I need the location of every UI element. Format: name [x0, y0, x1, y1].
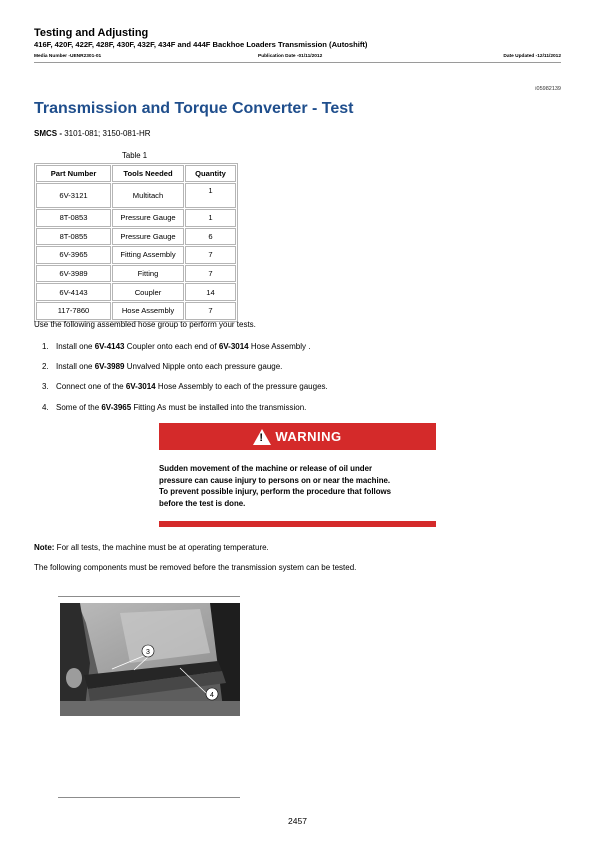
header-divider — [34, 62, 561, 63]
cell-tool: Multitach — [112, 183, 184, 208]
page-number: 2457 — [288, 816, 307, 826]
note-paragraph — [34, 543, 269, 552]
warning-bottom-bar — [159, 521, 436, 527]
step-number: 2. — [42, 362, 49, 371]
components-paragraph: The following components must be removed before the transmission system can be tested. — [34, 563, 357, 572]
part-number: 6V-3989 — [94, 362, 125, 371]
cell-tool: Fitting — [112, 265, 184, 283]
cell-part-number: 8T-0855 — [36, 228, 111, 246]
step-text: Unvalved Nipple onto each pressure gauge. — [124, 362, 283, 371]
part-number: 6V-3965 — [101, 403, 132, 412]
callout-3-label: 3 — [146, 649, 150, 656]
publication-date: Publication Date -01/11/2012 — [258, 54, 323, 59]
cell-quantity: 7 — [185, 265, 236, 283]
list-item — [42, 382, 328, 391]
warning-line: pressure can cause injury to persons on or near the machine. — [159, 475, 391, 485]
table-caption: Table 1 — [122, 151, 148, 160]
note-label: Note: — [34, 543, 55, 552]
table-row — [36, 209, 236, 227]
cell-part-number: 8T-0853 — [36, 209, 111, 227]
cell-tool: Fitting Assembly — [112, 246, 184, 264]
cell-part-number: 6V-4143 — [36, 283, 111, 301]
step-number: 1. — [42, 342, 49, 351]
step-text: Some of the — [56, 403, 102, 412]
step-number: 4. — [42, 403, 49, 412]
part-number: 6V-3014 — [218, 342, 249, 351]
cell-quantity: 7 — [185, 302, 236, 320]
smcs-codes: 3101-081; 3150-081-HR — [64, 129, 151, 138]
table-row — [36, 302, 236, 320]
document-header-title: Testing and Adjusting — [34, 27, 149, 39]
smcs-label: SMCS - — [34, 129, 62, 138]
document-id: i05982139 — [535, 86, 561, 92]
cell-quantity: 6 — [185, 228, 236, 246]
figure-top-rule — [58, 596, 240, 597]
list-item — [42, 362, 282, 371]
step-text: Install one — [56, 362, 95, 371]
warning-title: WARNING — [275, 429, 342, 444]
intro-paragraph: Use the following assembled hose group to perform your tests. — [34, 320, 256, 329]
cell-part-number: 6V-3121 — [36, 183, 111, 208]
step-text: Fitting As must be installed into the transmission. — [131, 403, 307, 412]
callout-4-label: 4 — [210, 692, 214, 699]
cell-part-number: 117-7860 — [36, 302, 111, 320]
list-item — [42, 403, 306, 412]
step-text: Hose Assembly . — [248, 342, 311, 351]
machine-photo — [60, 603, 240, 716]
step-text: Connect one of the — [56, 382, 126, 391]
step-text: Install one — [56, 342, 95, 351]
figure-bottom-rule — [58, 797, 240, 798]
warning-banner — [159, 423, 436, 450]
table-row — [36, 183, 236, 208]
table-header-row — [36, 165, 236, 182]
step-number: 3. — [42, 382, 49, 391]
warning-line: Sudden movement of the machine or release of oil under — [159, 464, 373, 473]
header-part-number: Part Number — [36, 165, 111, 182]
smcs-line — [34, 129, 151, 138]
document-header-subtitle: 416F, 420F, 422F, 428F, 430F, 432F, 434F and 444F Backhoe Loaders Transmission (Autoshift) — [34, 40, 368, 49]
media-number: Media Number -UENR2301-01 — [34, 54, 102, 59]
header-tools-needed: Tools Needed — [112, 165, 184, 182]
step-text: Hose Assembly to each of the pressure gauges. — [155, 382, 328, 391]
cell-tool: Pressure Gauge — [112, 228, 184, 246]
step-text: Coupler onto each end of — [124, 342, 219, 351]
header-quantity: Quantity — [185, 165, 236, 182]
warning-line: before the test is done. — [159, 498, 246, 508]
cell-tool: Coupler — [112, 283, 184, 301]
cell-tool: Pressure Gauge — [112, 209, 184, 227]
cell-quantity: 14 — [185, 283, 236, 301]
table-row — [36, 283, 236, 301]
cell-quantity: 1 — [185, 209, 236, 227]
list-item — [42, 342, 310, 351]
cell-tool: Hose Assembly — [112, 302, 184, 320]
table-row — [36, 246, 236, 264]
tools-table — [34, 163, 238, 322]
table-row — [36, 228, 236, 246]
warning-line: To prevent possible injury, perform the procedure that follows — [159, 487, 392, 497]
page-title: Transmission and Torque Converter - Test — [34, 100, 354, 117]
part-number: 6V-4143 — [94, 342, 125, 351]
cell-part-number: 6V-3989 — [36, 265, 111, 283]
cell-quantity: 7 — [185, 246, 236, 264]
warning-message — [159, 463, 439, 509]
cell-part-number: 6V-3965 — [36, 246, 111, 264]
date-updated: Date Updated -12/11/2012 — [503, 54, 561, 59]
warning-triangle-icon: ! — [253, 429, 271, 445]
note-text: For all tests, the machine must be at operating temperature. — [54, 543, 269, 552]
table-row — [36, 265, 236, 283]
cell-quantity: 1 — [185, 183, 236, 208]
part-number: 6V-3014 — [125, 382, 156, 391]
